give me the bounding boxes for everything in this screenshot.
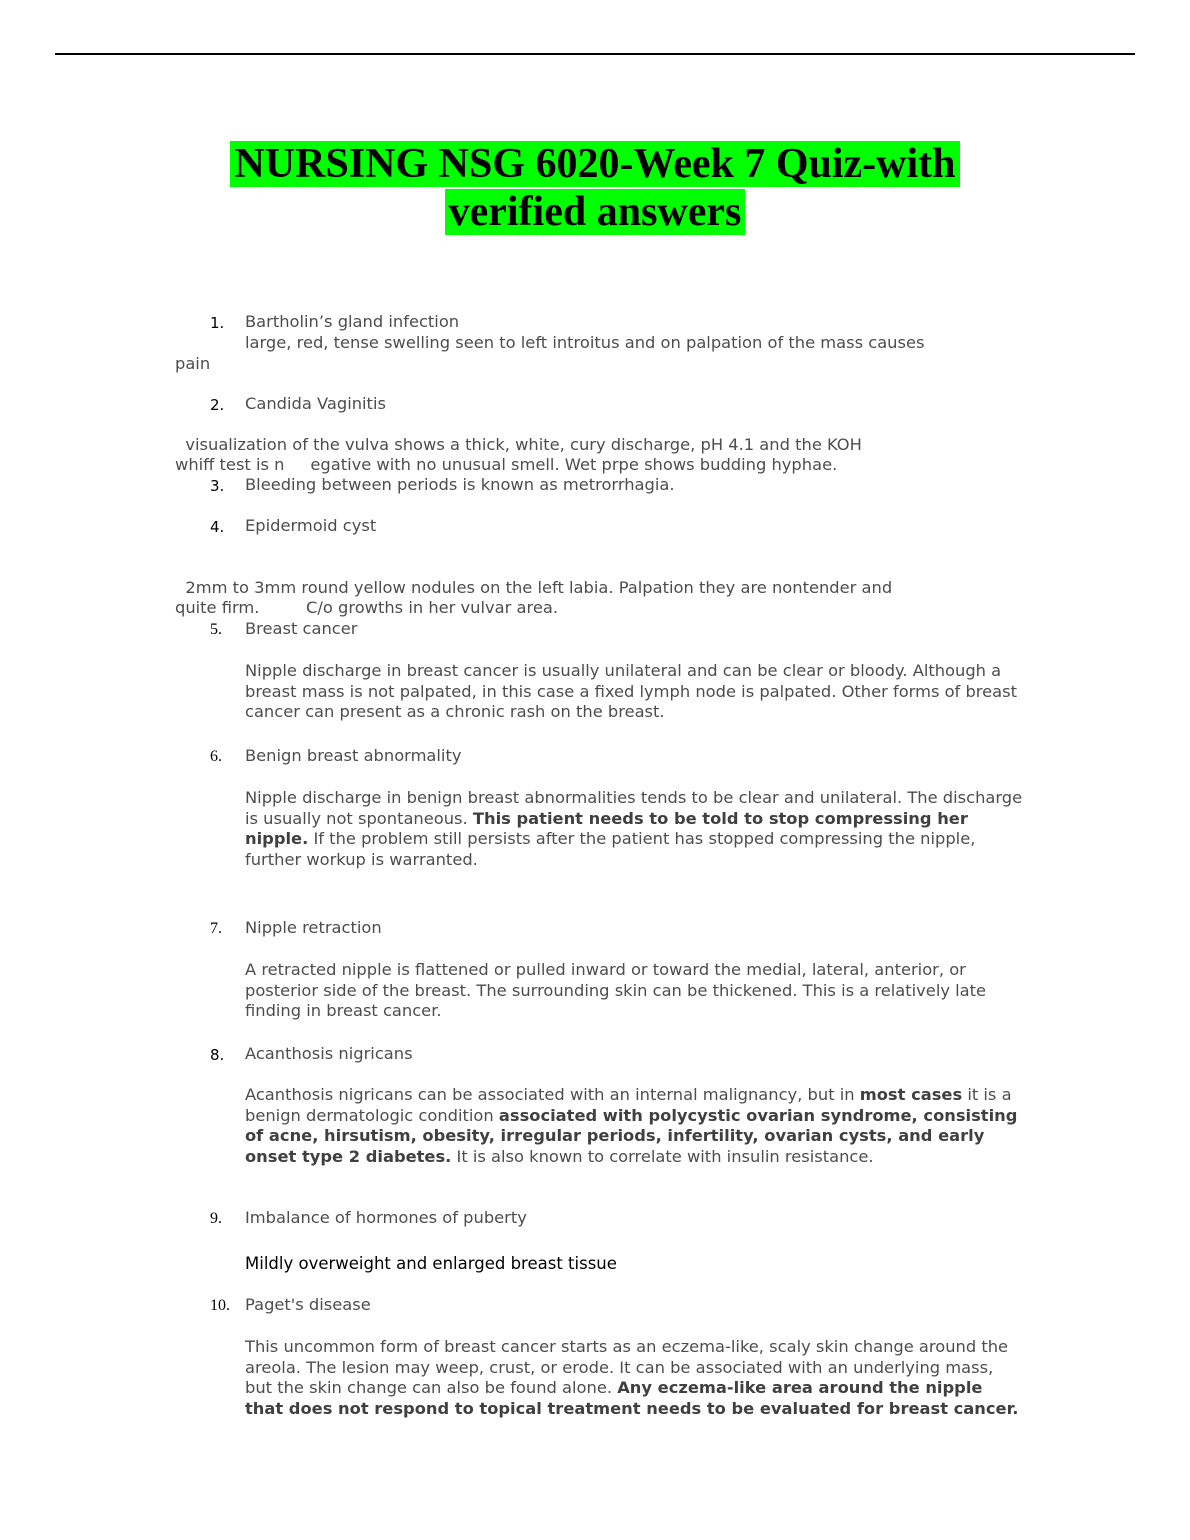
- answer-line: quite firm. C/o growths in her vulvar area.: [175, 598, 558, 617]
- item-answer: Mildly overweight and enlarged breast tissue: [245, 1254, 617, 1273]
- title-line-2: verified answers: [445, 189, 746, 235]
- answer-line: large, red, tense swelling seen to left introitus and on palpation of the mass causes: [245, 333, 925, 352]
- answer-text: This uncommon form of breast cancer starts as an eczema-like, scaly skin change around the areola. The lesion may weep, crust, or erode. It can be associated with an underlying mass, but the skin change can also be found alone.: [245, 1337, 1009, 1397]
- answer-emphasis: Any eczema-like area around the nipple that does not respond to topical treatment needs to be evaluated for breast cancer.: [245, 1378, 1019, 1418]
- item-number: 5.: [210, 621, 222, 638]
- item-number: 3.: [210, 477, 225, 495]
- item-answer: A retracted nipple is flattened or pulled inward or toward the medial, lateral, anterior, or posterior side of the breast. The surrounding skin can be thickened. This is a relatively late finding in breast cancer.: [245, 960, 987, 1020]
- item-number: 2.: [210, 396, 225, 414]
- answer-text: Acanthosis nigricans can be associated with an internal malignancy, but in: [245, 1085, 860, 1104]
- item-number: 6.: [210, 748, 222, 765]
- item-number: 9.: [210, 1210, 222, 1227]
- item-heading: Acanthosis nigricans: [245, 1044, 413, 1063]
- item-answer: [245, 1337, 1025, 1419]
- item-number: 4.: [210, 518, 225, 536]
- answer-emphasis: associated with polycystic ovarian syndrome, consisting of acne, hirsutism, obesity, irregular periods, infertility, ovarian cysts, and early onset type 2 diabetes.: [245, 1105, 1018, 1166]
- answer-text: Nipple discharge in benign breast abnormalities tends to be clear and unilateral. The discharge is usually not spontaneous.: [245, 788, 1023, 828]
- header-rule: [55, 53, 1135, 55]
- title-line-1: NURSING NSG 6020-Week 7 Quiz-with: [230, 141, 959, 187]
- answer-line: pain: [175, 353, 211, 373]
- item-number: 1.: [210, 314, 225, 332]
- document-title: [0, 140, 1190, 236]
- answer-line: 2mm to 3mm round yellow nodules on the left labia. Palpation they are nontender and: [185, 577, 893, 597]
- answer-text: If the problem still persists after the patient has stopped compressing the nipple, further workup is warranted.: [245, 829, 976, 869]
- item-heading: Bartholin’s gland infection: [245, 312, 460, 331]
- answer-text: it is a benign dermatologic condition: [245, 1085, 1012, 1125]
- item-answer: [175, 414, 1025, 476]
- item-number: 7.: [210, 920, 222, 937]
- item-answer: [175, 557, 1025, 619]
- answer-line: whiff test is n egative with no unusual smell. Wet prpe shows budding hyphae.: [175, 455, 838, 474]
- item-heading: Bleeding between periods is known as metrorrhagia.: [245, 475, 675, 494]
- item-heading: Paget's disease: [245, 1295, 371, 1314]
- item-heading: Epidermoid cyst: [245, 516, 377, 535]
- item-answer: Nipple discharge in breast cancer is usually unilateral and can be clear or bloody. Although a breast mass is not palpated, in this case a fixed lymph node is palpated. Other forms of breast cancer can present as a chronic rash on the breast.: [245, 661, 1017, 721]
- item-answer: [175, 333, 1025, 374]
- item-heading: Benign breast abnormality: [245, 746, 462, 765]
- answer-emphasis: This patient needs to be told to stop compressing her nipple.: [245, 808, 968, 848]
- item-heading: Nipple retraction: [245, 918, 382, 937]
- item-answer: [245, 788, 1025, 870]
- item-answer: [245, 1085, 1025, 1167]
- item-heading: Breast cancer: [245, 619, 358, 638]
- item-heading: Candida Vaginitis: [245, 394, 386, 413]
- answer-line: visualization of the vulva shows a thick, white, cury discharge, pH 4.1 and the KOH: [185, 434, 862, 454]
- item-number: 10.: [210, 1297, 230, 1314]
- answer-text: It is also known to correlate with insulin resistance.: [451, 1146, 874, 1166]
- item-number: 8.: [210, 1046, 225, 1064]
- answer-emphasis: most cases: [859, 1085, 963, 1104]
- item-heading: Imbalance of hormones of puberty: [245, 1208, 527, 1227]
